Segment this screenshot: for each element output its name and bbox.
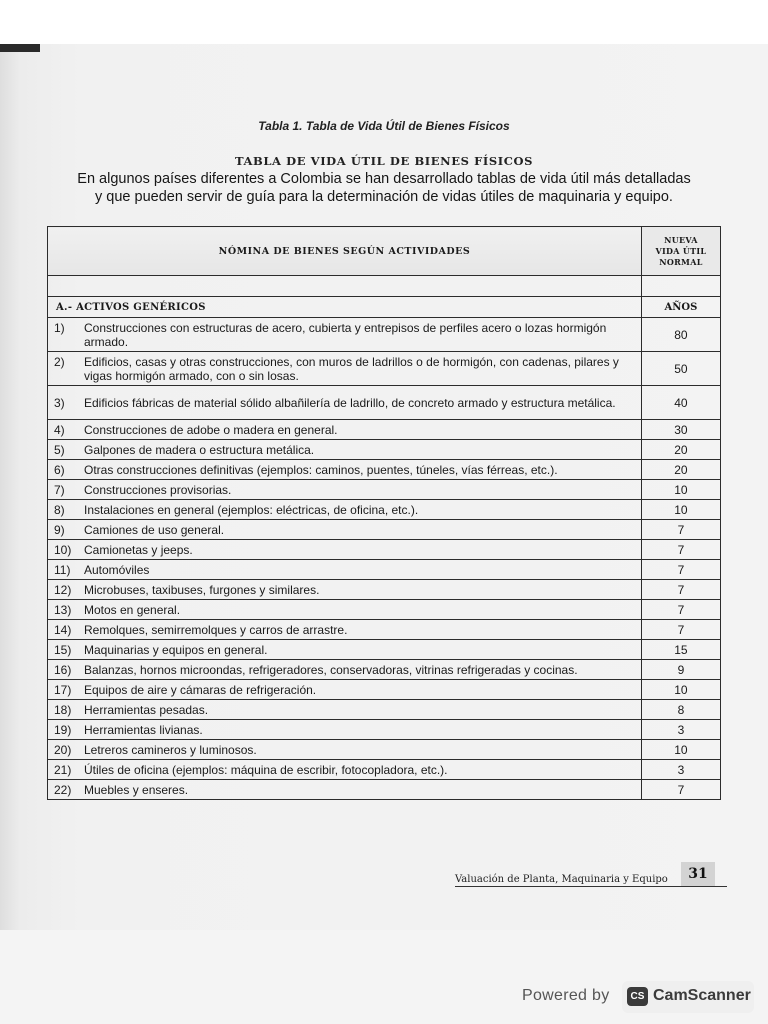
row-number: 3) <box>54 395 65 410</box>
section-header-row <box>48 297 721 318</box>
asset-description-cell <box>48 440 642 460</box>
table-caption: Tabla 1. Tabla de Vida Útil de Bienes Físicos <box>258 119 510 133</box>
asset-description-cell <box>48 720 642 740</box>
useful-life-years: 9 <box>641 660 720 680</box>
asset-description: Herramientas pesadas. <box>84 702 209 717</box>
useful-life-years: 7 <box>641 620 720 640</box>
asset-description: Instalaciones en general (ejemplos: eléctricas, de oficina, etc.). <box>84 502 419 517</box>
asset-description-cell <box>48 740 642 760</box>
table-row <box>48 700 721 720</box>
column-header-useful-life <box>641 227 720 276</box>
table-row <box>48 720 721 740</box>
asset-description: Maquinarias y equipos en general. <box>84 642 268 657</box>
asset-description-cell <box>48 620 642 640</box>
useful-life-years: 10 <box>641 740 720 760</box>
asset-description-cell <box>48 352 642 386</box>
row-number: 22) <box>54 782 72 797</box>
table-row <box>48 500 721 520</box>
table-row <box>48 640 721 660</box>
camscanner-logo-icon: CS <box>627 987 648 1006</box>
asset-description: Otras construcciones definitivas (ejemplos: caminos, puentes, túneles, vías férreas, etc.). <box>84 462 558 477</box>
row-number: 4) <box>54 422 65 437</box>
table-row <box>48 352 721 386</box>
asset-description-cell <box>48 420 642 440</box>
asset-description: Camionetas y jeeps. <box>84 542 193 557</box>
useful-life-table <box>47 226 721 800</box>
asset-description-cell <box>48 480 642 500</box>
asset-description-cell <box>48 386 642 420</box>
section-years-label: AÑOS <box>641 297 720 318</box>
table-spacer-row <box>48 276 721 297</box>
useful-life-years: 8 <box>641 700 720 720</box>
asset-description: Balanzas, hornos microondas, refrigeradores, conservadoras, vitrinas refrigeradas y cocinas. <box>84 662 578 677</box>
asset-description: Microbuses, taxibuses, furgones y similares. <box>84 582 320 597</box>
table-row <box>48 520 721 540</box>
section-label: A.- ACTIVOS GENÉRICOS <box>48 297 642 318</box>
table-row <box>48 740 721 760</box>
asset-description-cell <box>48 660 642 680</box>
table-row <box>48 540 721 560</box>
useful-life-years: 7 <box>641 560 720 580</box>
watermark-brand: CamScanner <box>653 987 751 1004</box>
table-row <box>48 560 721 580</box>
asset-description-cell <box>48 500 642 520</box>
table-row <box>48 580 721 600</box>
header-side-line-1: NUEVA <box>664 234 698 245</box>
table-row <box>48 600 721 620</box>
useful-life-years: 3 <box>641 760 720 780</box>
useful-life-years: 20 <box>641 460 720 480</box>
useful-life-years: 7 <box>641 520 720 540</box>
row-number: 5) <box>54 442 65 457</box>
asset-description: Edificios, casas y otras construcciones, con muros de ladrillos o de hormigón, con cadenas, pilares y vigas hormigón armado, con o sin losas. <box>84 354 619 383</box>
asset-description: Edificios fábricas de material sólido albañilería de ladrillo, de concreto armado y estructura metálica. <box>84 395 616 410</box>
table-row <box>48 386 721 420</box>
scan-top-margin <box>0 0 768 44</box>
column-header-assets: NÓMINA DE BIENES SEGÚN ACTIVIDADES <box>48 227 642 276</box>
row-number: 21) <box>54 762 72 777</box>
asset-description-cell <box>48 600 642 620</box>
page-edge-shadow <box>0 44 40 52</box>
asset-description: Construcciones con estructuras de acero, cubierta y entrepisos de perfiles acero o lozas hormigón armado. <box>84 320 607 349</box>
asset-description-cell <box>48 460 642 480</box>
table-row <box>48 620 721 640</box>
row-number: 16) <box>54 662 72 677</box>
row-number: 12) <box>54 582 72 597</box>
watermark-powered-by: Powered by <box>522 987 610 1004</box>
asset-description-cell <box>48 520 642 540</box>
asset-description: Letreros camineros y luminosos. <box>84 742 257 757</box>
asset-description: Galpones de madera o estructura metálica. <box>84 442 315 457</box>
intro-paragraph <box>0 170 768 206</box>
asset-description-cell <box>48 760 642 780</box>
asset-description: Construcciones provisorias. <box>84 482 232 497</box>
row-number: 7) <box>54 482 65 497</box>
page-number: 31 <box>681 862 715 886</box>
running-footer: Valuación de Planta, Maquinaria y Equipo <box>455 874 668 885</box>
asset-description-cell <box>48 640 642 660</box>
spacer-cell <box>641 276 720 297</box>
row-number: 14) <box>54 622 72 637</box>
asset-description: Muebles y enseres. <box>84 782 189 797</box>
useful-life-years: 80 <box>641 318 720 352</box>
useful-life-years: 50 <box>641 352 720 386</box>
asset-description-cell <box>48 560 642 580</box>
row-number: 20) <box>54 742 72 757</box>
row-number: 19) <box>54 722 72 737</box>
row-number: 8) <box>54 502 65 517</box>
table-row <box>48 460 721 480</box>
useful-life-years: 7 <box>641 780 720 800</box>
asset-description: Remolques, semirremolques y carros de arrastre. <box>84 622 348 637</box>
intro-line-1: En algunos países diferentes a Colombia se han desarrollado tablas de vida útil más detalladas <box>77 171 691 187</box>
table-row <box>48 660 721 680</box>
row-number: 17) <box>54 682 72 697</box>
asset-description-cell <box>48 680 642 700</box>
table-row <box>48 760 721 780</box>
asset-description: Camiones de uso general. <box>84 522 225 537</box>
asset-description-cell <box>48 780 642 800</box>
header-side-line-3: NORMAL <box>659 256 703 267</box>
table-row <box>48 440 721 460</box>
row-number: 15) <box>54 642 72 657</box>
table-header-row <box>48 227 721 276</box>
asset-description: Herramientas livianas. <box>84 722 203 737</box>
useful-life-years: 10 <box>641 680 720 700</box>
footer-rule <box>455 886 727 887</box>
row-number: 1) <box>54 320 65 335</box>
row-number: 18) <box>54 702 72 717</box>
row-number: 2) <box>54 354 65 369</box>
useful-life-years: 10 <box>641 500 720 520</box>
useful-life-years: 3 <box>641 720 720 740</box>
useful-life-years: 10 <box>641 480 720 500</box>
useful-life-years: 7 <box>641 540 720 560</box>
asset-description-cell <box>48 700 642 720</box>
row-number: 10) <box>54 542 72 557</box>
useful-life-years: 7 <box>641 600 720 620</box>
table-row <box>48 420 721 440</box>
asset-description: Equipos de aire y cámaras de refrigeración. <box>84 682 317 697</box>
table-row <box>48 480 721 500</box>
useful-life-years: 40 <box>641 386 720 420</box>
table-row <box>48 780 721 800</box>
asset-description-cell <box>48 580 642 600</box>
asset-description: Automóviles <box>84 562 150 577</box>
table-row <box>48 680 721 700</box>
row-number: 13) <box>54 602 72 617</box>
asset-description-cell <box>48 318 642 352</box>
row-number: 11) <box>54 562 71 577</box>
table-row <box>48 318 721 352</box>
asset-description: Útiles de oficina (ejemplos: máquina de escribir, fotocopladora, etc.). <box>84 762 448 777</box>
asset-description: Motos en general. <box>84 602 181 617</box>
spacer-cell <box>48 276 642 297</box>
row-number: 6) <box>54 462 65 477</box>
useful-life-years: 15 <box>641 640 720 660</box>
page-title: TABLA DE VIDA ÚTIL DE BIENES FÍSICOS <box>234 154 534 168</box>
row-number: 9) <box>54 522 65 537</box>
intro-line-2: y que pueden servir de guía para la determinación de vidas útiles de maquinaria y equipo. <box>95 189 673 205</box>
asset-description: Construcciones de adobe o madera en general. <box>84 422 338 437</box>
useful-life-years: 30 <box>641 420 720 440</box>
asset-description-cell <box>48 540 642 560</box>
useful-life-years: 7 <box>641 580 720 600</box>
useful-life-years: 20 <box>641 440 720 460</box>
header-side-line-2: VIDA ÚTIL <box>655 245 707 256</box>
